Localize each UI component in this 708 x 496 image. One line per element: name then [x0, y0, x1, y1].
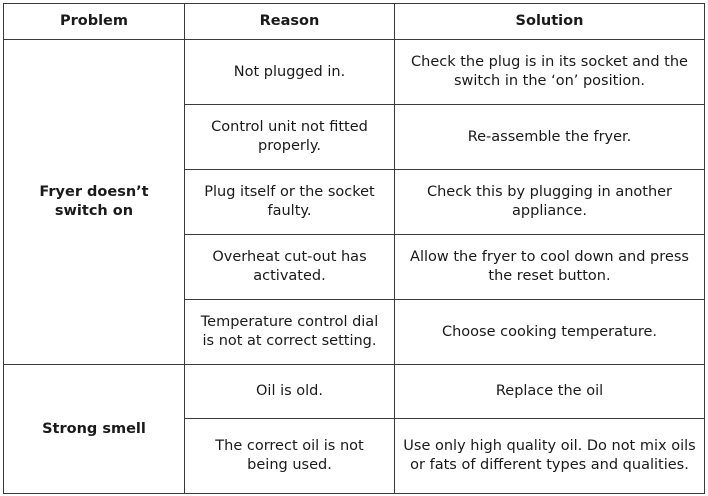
table-row	[4, 365, 705, 419]
reason-cell: Control unit not fitted properly.	[185, 105, 395, 170]
reason-cell: Plug itself or the socket faulty.	[185, 170, 395, 235]
reason-cell: Oil is old.	[185, 365, 395, 419]
solution-cell: Use only high quality oil. Do not mix oils or fats of different types and qualities.	[395, 419, 705, 494]
problem-cell: Fryer doesn’t switch on	[4, 40, 185, 365]
table-header-row	[4, 4, 705, 40]
table-row	[4, 40, 705, 105]
solution-cell: Check the plug is in its socket and the switch in the ‘on’ position.	[395, 40, 705, 105]
troubleshooting-table	[3, 3, 705, 494]
problem-cell: Strong smell	[4, 365, 185, 494]
solution-cell: Check this by plugging in another appliance.	[395, 170, 705, 235]
solution-cell: Replace the oil	[395, 365, 705, 419]
solution-cell: Allow the fryer to cool down and press the reset button.	[395, 235, 705, 300]
header-reason: Reason	[185, 4, 395, 40]
solution-cell: Re-assemble the fryer.	[395, 105, 705, 170]
reason-cell: Temperature control dial is not at correct setting.	[185, 300, 395, 365]
solution-cell: Choose cooking temperature.	[395, 300, 705, 365]
header-problem: Problem	[4, 4, 185, 40]
reason-cell: Overheat cut-out has activated.	[185, 235, 395, 300]
reason-cell: Not plugged in.	[185, 40, 395, 105]
header-solution: Solution	[395, 4, 705, 40]
reason-cell: The correct oil is not being used.	[185, 419, 395, 494]
